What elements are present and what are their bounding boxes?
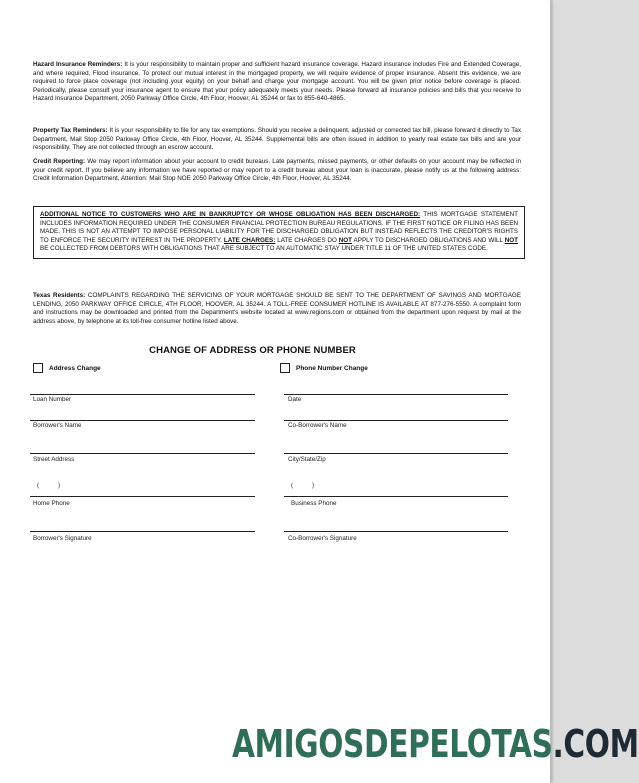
business-phone-label: Business Phone	[291, 500, 337, 507]
hazard-insurance-text: It is your responsibility to maintain proper and sufficient hazard insurance coverage. Hazard insurance includes Fire and Extended Coverage, and where required, Flood insurance. To protect our mutual interest in the mortgaged property, we will require evidence of proper insurance. Absent this evidence, we are required to force place coverage (not including your equity) on your behalf and charge your mortgage account. You will be given prior notice before coverage is placed. Periodically, please consult your insurance agent to ensure that your policy adequately meets your needs. Please forward all insurance policies and bills that you receive to Hazard Insurance Department, 2050 Parkway Office Circle, 4th Floor, Hoover, AL 35244 or fax to 855-640-4865.	[33, 61, 521, 103]
home-phone-line[interactable]	[30, 496, 255, 497]
borrower-signature-line[interactable]	[30, 531, 255, 532]
date-label: Date	[288, 396, 302, 403]
business-phone-paren-open: (	[291, 482, 294, 489]
texas-residents-heading: Texas Residents:	[33, 292, 86, 299]
late-charges-text: LATE CHARGES DO	[275, 236, 339, 244]
property-tax-paragraph	[33, 127, 521, 153]
business-phone-paren-close: )	[312, 482, 315, 489]
address-change-option[interactable]	[33, 363, 101, 373]
form-title: CHANGE OF ADDRESS OR PHONE NUMBER	[149, 345, 356, 356]
city-state-zip-line[interactable]	[284, 453, 508, 454]
home-phone-paren-open: (	[37, 482, 40, 489]
borrower-name-line[interactable]	[30, 420, 255, 421]
bankruptcy-notice-text: THIS MORTGAGE STATEMENT INCLUDES INFORMATION REQUIRED UNDER THE CONSUMER FINANCIAL PROTECTION BUREAU REGULATIONS. IF THE FIRST NOTICE OR FILING HAS BEEN MADE, THIS IS NOT AN ATTEMPT TO IMPOSE PERSONAL LIABILITY FOR THE DISCHARGED OBLIGATION BUT INSTEAD REFLECTS THE CREDITOR'S RIGHTS TO ENFORCE THE SECURITY INTEREST IN THE PROPERTY.	[40, 211, 519, 244]
home-phone-label: Home Phone	[33, 500, 70, 507]
coborrower-name-line[interactable]	[284, 420, 508, 421]
phone-change-option[interactable]	[280, 363, 368, 373]
bankruptcy-notice-box	[33, 206, 525, 259]
hazard-insurance-heading: Hazard Insurance Reminders:	[33, 61, 123, 68]
business-phone-line[interactable]	[284, 496, 508, 497]
hazard-insurance-paragraph	[33, 61, 521, 104]
address-change-label: Address Change	[49, 364, 101, 372]
late-charges-text-3: BE COLLECTED FROM DEBTORS WITH OBLIGATIONS THAT ARE SUBJECT TO AN AUTOMATIC STAY UNDER TITLE 11 OF THE UNITED STATES CODE.	[40, 245, 488, 253]
home-phone-paren-close: )	[58, 482, 61, 489]
borrower-name-label: Borrower's Name	[33, 422, 82, 429]
address-change-checkbox[interactable]	[33, 363, 43, 373]
phone-change-label: Phone Number Change	[296, 364, 368, 372]
property-tax-text: It is your responsibility to file for any tax exemptions. Should you receive a delinquent, adjusted or corrected tax bill, please forward it directly to Tax Department, Mail Stop 2050 Parkway Office Circle, 4th Floor, Hoover, AL 35244. Supplemental bills are often issued in addition to yearly real estate tax bills and are your responsibility. They are not collected through an escrow account.	[33, 127, 521, 152]
watermark-suffix: .COM	[552, 722, 639, 766]
street-address-label: Street Address	[33, 456, 75, 463]
coborrower-name-label: Co-Borrower's Name	[288, 422, 347, 429]
street-address-line[interactable]	[30, 453, 255, 454]
credit-reporting-heading: Credit Reporting:	[33, 158, 86, 165]
credit-reporting-paragraph	[33, 158, 521, 184]
city-state-zip-label: City/State/Zip	[288, 456, 326, 463]
site-watermark	[232, 722, 639, 766]
texas-residents-paragraph	[33, 292, 521, 326]
credit-reporting-text: We may report information about your account to credit bureaus. Late payments, missed payments, or other defaults on your account may be reflected in your credit report. If you believe any information we have reported or may report to a credit bureau about your loan is inaccurate, please notify us at the following address: Credit Information Department, Attention: Mail Stop NOE 2050 Parkway Office Circle, 4th Floor, Hoover, AL 35244.	[33, 158, 521, 183]
late-charges-heading: LATE CHARGES:	[223, 236, 276, 244]
bankruptcy-notice-heading: ADDITIONAL NOTICE TO CUSTOMERS WHO ARE IN BANKRUPTCY OR WHOSE OBLIGATION HAS BEEN DISCHARGED:	[40, 211, 421, 218]
not-emphasis-1: NOT	[338, 236, 353, 244]
texas-residents-text: COMPLAINTS REGARDING THE SERVICING OF YOUR MORTGAGE SHOULD BE SENT TO THE DEPARTMENT OF SAVINGS AND MORTGAGE LENDING, 2050 PARKWAY OFFICE CIRCLE, 4TH FLOOR, HOOVER, AL 35244. A TOLL-FREE CONSUMER HOTLINE IS AVAILABLE AT 877-276-5550. A complaint form and instructions may be downloaded and printed from the Department's website located at www.regions.com or obtained from the department upon request by mail at the address above, by telephone at its toll-free consumer hotline listed above.	[33, 292, 521, 325]
loan-number-label: Loan Number	[33, 396, 72, 403]
phone-change-checkbox[interactable]	[280, 363, 290, 373]
watermark-main: AMIGOSDEPELOTAS	[232, 722, 553, 766]
date-line[interactable]	[284, 394, 508, 395]
not-emphasis-2: NOT	[504, 236, 518, 244]
borrower-signature-label: Borrower's Signature	[33, 535, 92, 542]
loan-number-line[interactable]	[30, 394, 255, 395]
coborrower-signature-label: Co-Borrower's Signature	[288, 535, 357, 542]
property-tax-heading: Property Tax Reminders:	[33, 127, 108, 134]
late-charges-text-2: APPLY TO DISCHARGED OBLIGATIONS AND WILL	[352, 236, 505, 244]
coborrower-signature-line[interactable]	[284, 531, 508, 532]
